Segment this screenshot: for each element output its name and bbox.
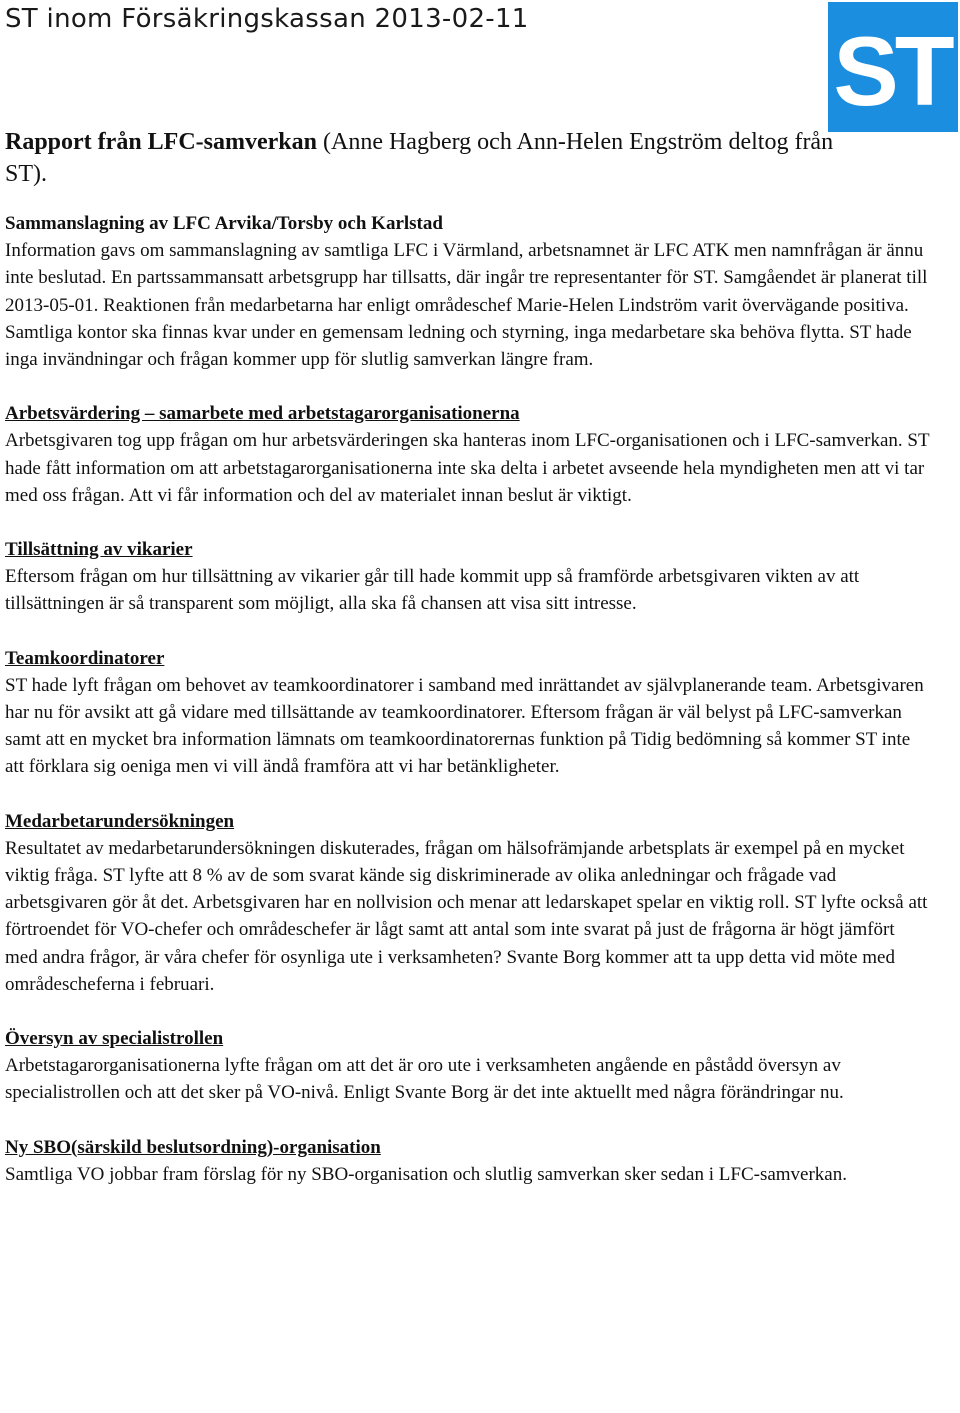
section-body: Eftersom frågan om hur tillsättning av vikarier går till hade kommit upp så framförde arbetsgivaren vikten av att tillsättningen är så transparent som möjligt, alla ska få chansen att visa sitt intresse. bbox=[5, 566, 860, 615]
section-body: ST hade lyft frågan om behovet av teamkoordinatorer i samband med inrättandet av självplanerande team. Arbetsgivaren har nu för avsikt att gå vidare med tillsättande av teamkoordinatorer. Eftersom frågan är väl belyst på LFC-samverkan samt att en mycket bra information lämnats om teamkoordinatorernas funktion på Tidig bedömning så kommer ST inte att förklara sig oeniga men vi vill ändå framföra att vi har betänkligheter. bbox=[5, 674, 924, 778]
logo-text: ST bbox=[833, 16, 951, 126]
report-title bbox=[5, 126, 835, 190]
report-title-bold: Rapport från LFC-samverkan bbox=[5, 129, 317, 155]
section-heading: Arbetsvärdering – samarbete med arbetstagarorganisationerna bbox=[5, 403, 520, 425]
section-sammanslagning bbox=[5, 210, 930, 373]
st-logo bbox=[828, 2, 958, 132]
section-teamkoordinatorer bbox=[5, 645, 930, 781]
section-heading: Medarbetarundersökningen bbox=[5, 810, 235, 832]
section-body: Resultatet av medarbetarundersökningen diskuterades, frågan om hälsofrämjande arbetsplats är exempel på en mycket viktig fråga. ST lyfte att 8 % av de som svarat kände sig diskriminerade av olika anledningar och frågade vad arbetsgivaren gör åt det. Arbetsgivaren har en nollvision och menar att ledarskapet spelar en viktig roll. ST lyfte också att förtroendet för VO-chefer och områdeschefer är lågt samt att antal som inte svarat på just de frågorna är högt jämfört med andra frågor, är våra chefer för osynliga ute i verksamheten? Svante Borg kommer att ta upp detta vid möte med områdescheferna i februari. bbox=[5, 837, 928, 995]
section-heading: Teamkoordinatorer bbox=[5, 647, 165, 669]
section-body: Samtliga VO jobbar fram förslag för ny SBO-organisation och slutlig samverkan sker sedan i LFC-samverkan. bbox=[5, 1163, 847, 1185]
section-heading: Översyn av specialistrollen bbox=[5, 1028, 224, 1050]
section-body: Information gavs om sammanslagning av samtliga LFC i Värmland, arbetsnamnet är LFC ATK men namnfrågan är ännu inte beslutad. En partssammansatt arbetsgrupp har tillsatts, där ingår tre representanter för ST. Samgåendet är planerat till 2013-05-01. Reaktionen från medarbetarna har enligt områdeschef Marie-Helen Lindström varit övervägande positiva. Samtliga kontor ska finnas kvar under en gemensam ledning och styrning, inga medarbetare ska behöva flytta. ST hade inga invändningar och frågan kommer upp för slutlig samverkan längre fram. bbox=[5, 240, 928, 371]
section-arbetsvardering bbox=[5, 400, 930, 509]
header-title: ST inom Försäkringskassan 2013-02-11 bbox=[5, 4, 529, 34]
section-specialistrollen bbox=[5, 1025, 930, 1107]
section-medarbetarundersokningen bbox=[5, 808, 930, 998]
section-body: Arbetstagarorganisationerna lyfte frågan om att det är oro ute i verksamheten angående en påstådd översyn av specialistrollen och att det sker på VO-nivå. Enligt Svante Borg är det inte aktuellt med några förändringar nu. bbox=[5, 1055, 844, 1104]
document-body bbox=[5, 126, 930, 1215]
section-heading: Ny SBO(särskild beslutsordning)-organisation bbox=[5, 1136, 381, 1158]
section-heading: Tillsättning av vikarier bbox=[5, 539, 193, 561]
report-title-rest: (Anne Hagberg och Ann-Helen Engström deltog från ST). bbox=[5, 129, 834, 187]
section-body: Arbetsgivaren tog upp frågan om hur arbetsvärderingen ska hanteras inom LFC-organisationen och i LFC-samverkan. ST hade fått information om att arbetstagarorganisationerna inte ska delta i arbetet avseende hela myndigheten men att vi tar med oss frågan. Att vi får information och del av materialet innan beslut är viktigt. bbox=[5, 430, 930, 506]
section-heading: Sammanslagning av LFC Arvika/Torsby och Karlstad bbox=[5, 213, 443, 234]
section-sbo-organisation bbox=[5, 1134, 930, 1188]
section-tillsattning bbox=[5, 536, 930, 618]
